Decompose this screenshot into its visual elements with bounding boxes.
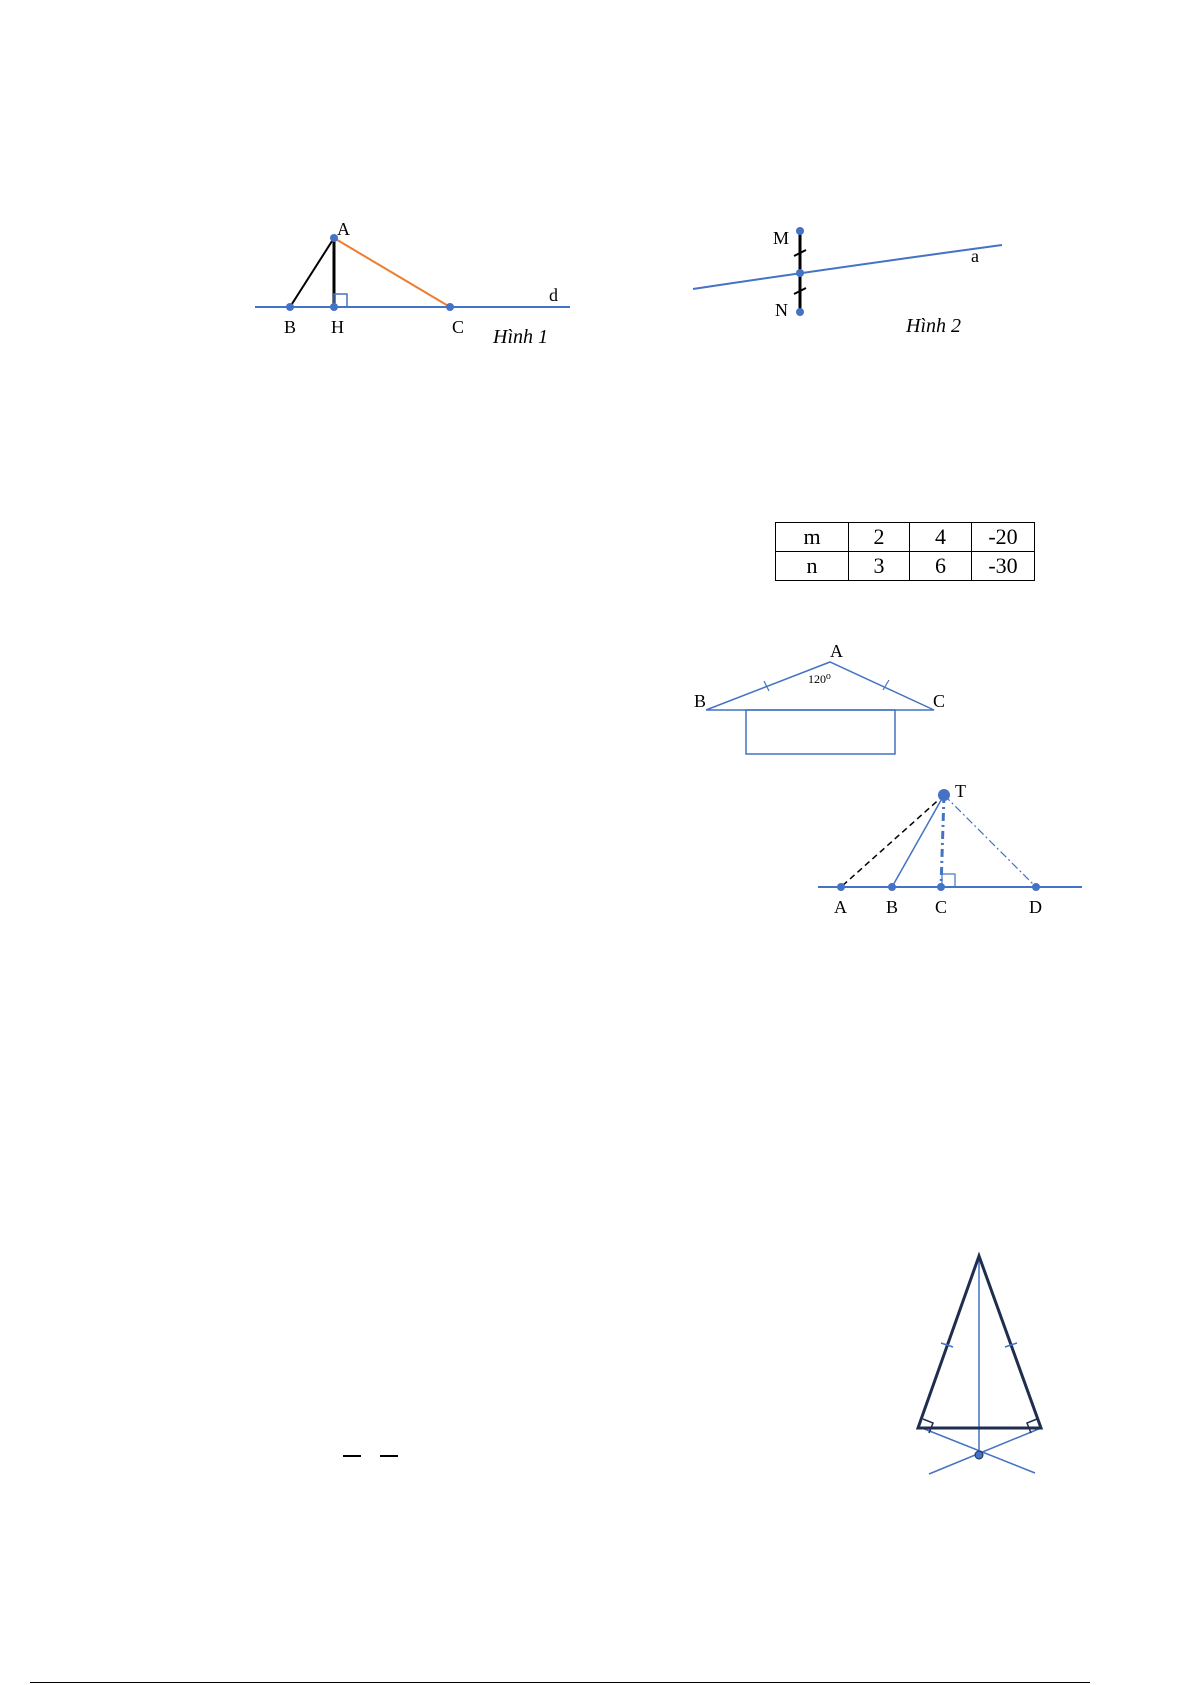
label-a-line: a — [971, 246, 979, 266]
point-intersection — [796, 269, 804, 277]
label-b: B — [694, 691, 707, 711]
label-c: C — [935, 897, 948, 917]
label-h: H — [331, 317, 344, 337]
table-cell: 4 — [910, 523, 972, 552]
segment-ac — [334, 238, 450, 307]
mn-table — [775, 522, 1035, 581]
point-c — [446, 303, 454, 311]
footer-rule — [30, 1682, 1090, 1683]
isosceles-figure — [890, 1240, 1060, 1480]
label-t: T — [955, 781, 966, 801]
label-m: M — [773, 228, 790, 248]
table-row — [776, 523, 1035, 552]
label-c: C — [933, 691, 946, 711]
caption-hinh-1: Hình 1 — [493, 326, 548, 348]
tower-figure — [810, 780, 1100, 920]
segment-td — [944, 795, 1036, 887]
label-d: d — [549, 285, 558, 305]
label-a: A — [830, 641, 843, 661]
point-m — [796, 227, 804, 235]
figure-1 — [240, 215, 580, 348]
house-body — [746, 710, 895, 754]
table-cell: 3 — [849, 552, 910, 581]
line-a — [693, 245, 1002, 289]
table-row — [776, 552, 1035, 581]
table-cell: 6 — [910, 552, 972, 581]
label-b: B — [284, 317, 297, 337]
point-b — [888, 883, 896, 891]
angle-label: 120⁰ — [808, 672, 831, 686]
segment-tb — [892, 795, 944, 887]
fraction-bar — [343, 1455, 361, 1457]
figure-2 — [690, 215, 1020, 345]
label-c: C — [452, 317, 465, 337]
table-cell: n — [776, 552, 849, 581]
fraction-bar — [380, 1455, 398, 1457]
caption-hinh-2: Hình 2 — [906, 315, 961, 337]
point-d — [1032, 883, 1040, 891]
roof-triangle — [706, 662, 934, 710]
point-intersection — [975, 1451, 983, 1459]
point-n — [796, 308, 804, 316]
segment-ab — [290, 238, 334, 307]
segment-tc — [941, 795, 944, 887]
table-cell: m — [776, 523, 849, 552]
label-d: D — [1029, 897, 1042, 917]
table-cell: -20 — [972, 523, 1035, 552]
segment-ta — [841, 795, 944, 887]
label-a: A — [834, 897, 847, 917]
label-n: N — [775, 300, 788, 320]
label-a: A — [337, 219, 350, 239]
roof-figure — [690, 640, 960, 760]
point-b — [286, 303, 294, 311]
perpendicular-right — [929, 1428, 1041, 1474]
label-b: B — [886, 897, 899, 917]
point-t — [938, 789, 950, 801]
table-cell: -30 — [972, 552, 1035, 581]
table-cell: 2 — [849, 523, 910, 552]
point-c — [937, 883, 945, 891]
point-h — [330, 303, 338, 311]
point-a — [837, 883, 845, 891]
